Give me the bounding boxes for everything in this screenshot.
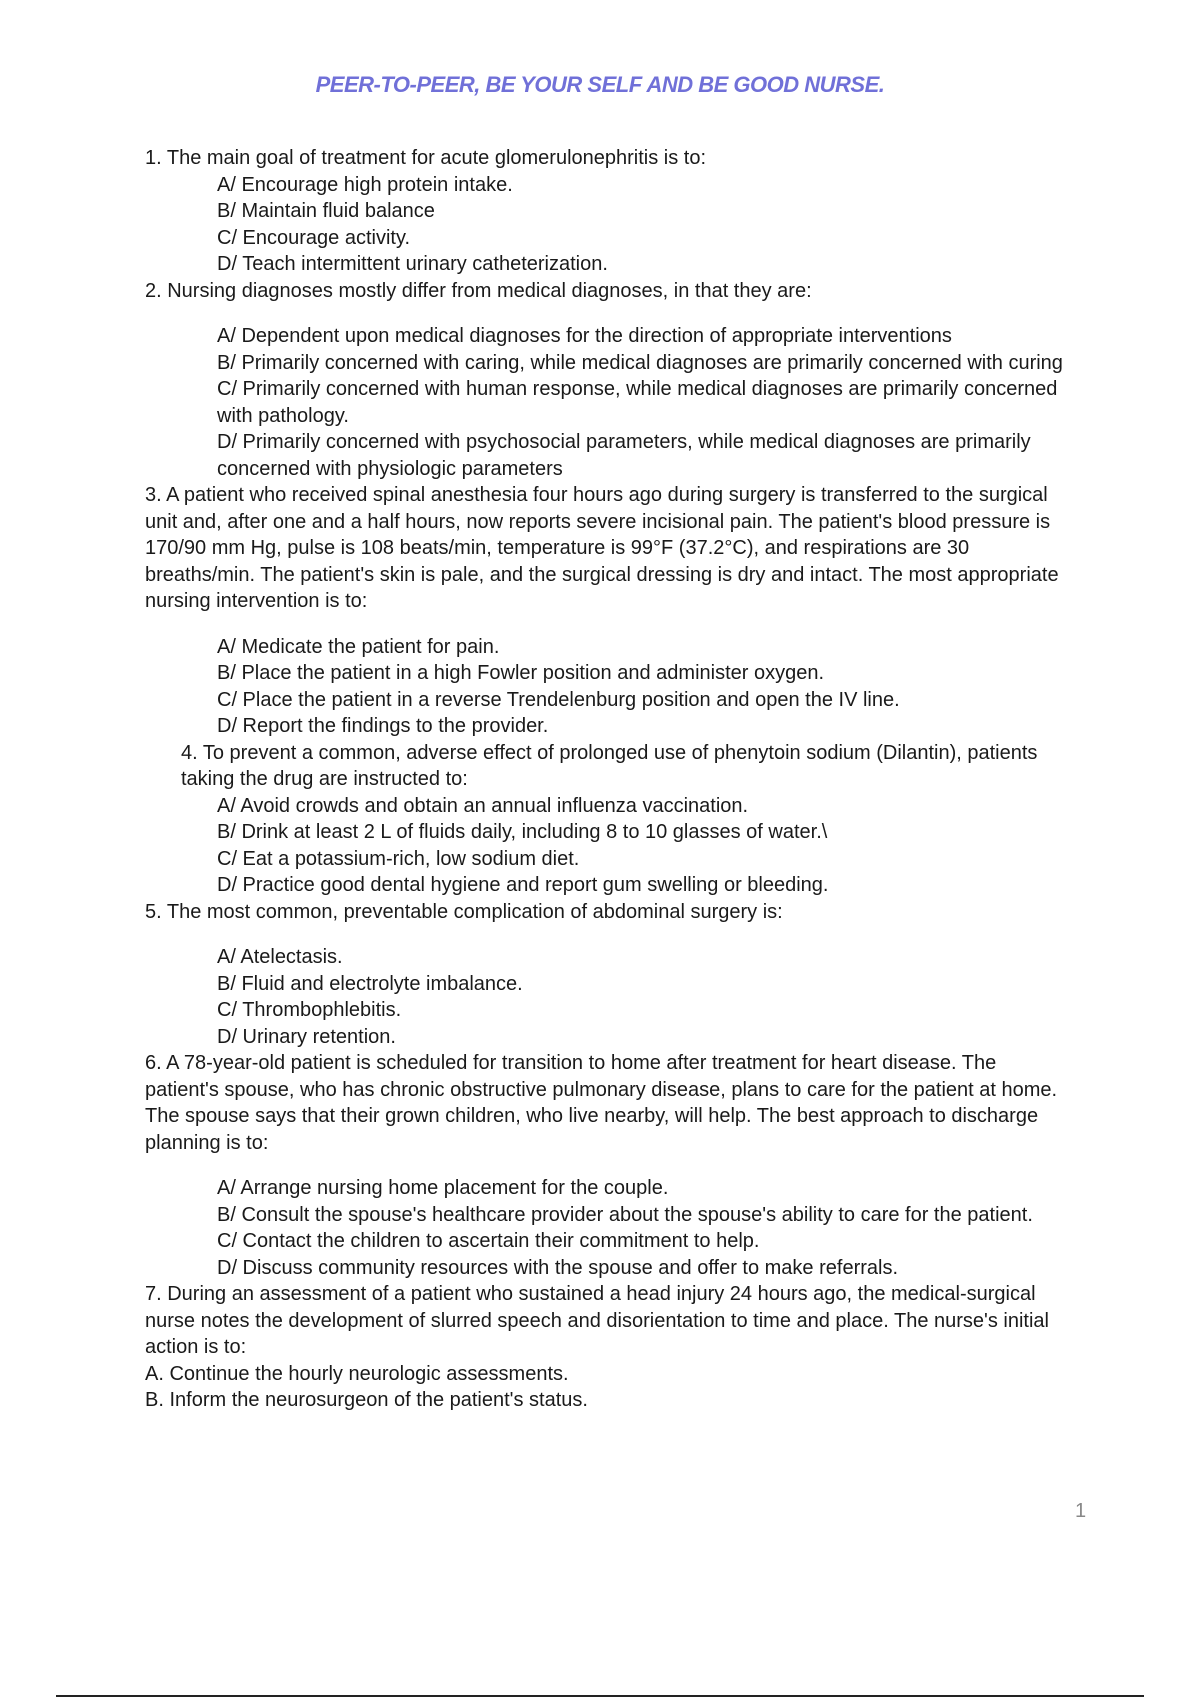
option-c: C/ Contact the children to ascertain their commitment to help. — [217, 1230, 760, 1252]
option-a: A/ Arrange nursing home placement for the couple. — [217, 1177, 669, 1199]
option-d: D/ Practice good dental hygiene and report gum swelling or bleeding. — [217, 874, 829, 896]
question-7 — [145, 1281, 1075, 1414]
options-list — [145, 793, 1075, 899]
options-list — [145, 172, 1075, 278]
page-title: PEER-TO-PEER, BE YOUR SELF AND BE GOOD NURSE. — [315, 72, 885, 97]
option-c: C/ Place the patient in a reverse Trendelenburg position and open the IV line. — [217, 688, 900, 711]
option-b: B/ Maintain fluid balance — [217, 200, 435, 222]
question-4 — [145, 740, 1075, 899]
option-a: A/ Dependent upon medical diagnoses for the direction of appropriate interventions — [217, 325, 952, 347]
option-b: B/ Place the patient in a high Fowler position and administer oxygen. — [217, 662, 825, 684]
footer-divider — [56, 1695, 1144, 1697]
option-a: A/ Medicate the patient for pain. — [217, 635, 500, 658]
option-b: B/ Drink at least 2 L of fluids daily, including 8 to 10 glasses of water.\ — [217, 821, 828, 843]
option-d: D/ Urinary retention. — [217, 1025, 396, 1048]
question-text: 4. To prevent a common, adverse effect of prolonged use of phenytoin sodium (Dilantin), patients taking the drug are instructed to: — [181, 741, 1038, 790]
question-3 — [145, 482, 1075, 740]
page-number: 1 — [1075, 1500, 1087, 1522]
question-text: 3. A patient who received spinal anesthesia four hours ago during surgery is transferred to the surgical unit and, after one and a half hours, now reports severe incisional pain. The patient's blood pressure is 170/90 mm Hg, pulse is 108 beats/min, temperature is 99°F (37.2°C), and respirations are 30 breaths/min. The patient's skin is pale, and the surgical dressing is dry and intact. The most appropriate nursing intervention is to: — [145, 484, 1059, 612]
option-a: A/ Atelectasis. — [217, 946, 343, 968]
question-6 — [145, 1050, 1075, 1281]
option-c: C/ Thrombophlebitis. — [217, 999, 402, 1021]
option-a: A. Continue the hourly neurologic assessments. — [145, 1362, 569, 1385]
option-b: B. Inform the neurosurgeon of the patient's status. — [145, 1389, 588, 1411]
option-b: B/ Primarily concerned with caring, while medical diagnoses are primarily concerned with curing — [217, 351, 1063, 374]
options-list — [145, 323, 1075, 482]
option-c: C/ Encourage activity. — [217, 226, 411, 249]
option-b: B/ Fluid and electrolyte imbalance. — [217, 972, 523, 995]
question-text: 7. During an assessment of a patient who sustained a head injury 24 hours ago, the medical-surgical nurse notes the development of slurred speech and disorientation to time and place. The nurse's initial action is to: — [145, 1283, 1049, 1358]
question-text: 2. Nursing diagnoses mostly differ from medical diagnoses, in that they are: — [145, 279, 812, 302]
option-d: D/ Primarily concerned with psychosocial parameters, while medical diagnoses are primarily concerned with physiologic parameters — [217, 431, 1031, 480]
option-d: D/ Report the findings to the provider. — [217, 715, 549, 737]
question-5 — [145, 899, 1075, 1051]
option-b: B/ Consult the spouse's healthcare provider about the spouse's ability to care for the patient. — [217, 1203, 1033, 1226]
question-text: 5. The most common, preventable complication of abdominal surgery is: — [145, 900, 783, 923]
options-list — [145, 944, 1075, 1050]
question-1 — [145, 145, 1075, 278]
option-c: C/ Primarily concerned with human response, while medical diagnoses are primarily concerned with pathology. — [217, 378, 1058, 427]
options-list — [145, 634, 1075, 740]
question-text: 1. The main goal of treatment for acute glomerulonephritis is to: — [145, 147, 707, 169]
options-list — [145, 1175, 1075, 1281]
option-a: A/ Encourage high protein intake. — [217, 173, 513, 196]
options-list — [145, 1361, 1075, 1414]
question-list — [145, 145, 1075, 1414]
question-2 — [145, 278, 1075, 483]
option-a: A/ Avoid crowds and obtain an annual influenza vaccination. — [217, 794, 749, 817]
question-text: 6. A 78-year-old patient is scheduled for transition to home after treatment for heart disease. The patient's spouse, who has chronic obstructive pulmonary disease, plans to care for the patient at home. The spouse says that their grown children, who live nearby, will help. The best approach to discharge planning is to: — [145, 1052, 1058, 1154]
option-d: D/ Teach intermittent urinary catheterization. — [217, 253, 608, 275]
option-d: D/ Discuss community resources with the spouse and offer to make referrals. — [217, 1256, 899, 1279]
option-c: C/ Eat a potassium-rich, low sodium diet. — [217, 847, 580, 870]
